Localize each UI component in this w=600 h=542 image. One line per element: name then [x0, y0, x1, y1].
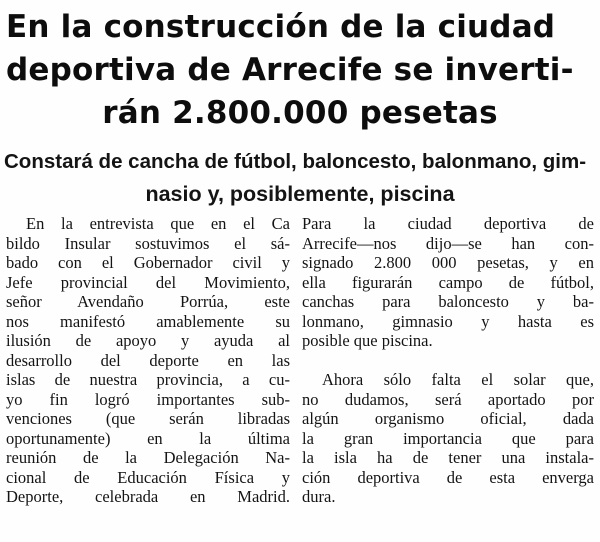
text-line: ella figurarán campo de fútbol,: [302, 272, 594, 292]
text-line: oportunamente) en la última: [6, 428, 290, 448]
text-line: Para la ciudad deportiva de: [302, 214, 594, 233]
text-line: En la entrevista que en el Ca: [26, 214, 290, 233]
text-line: algún organismo oficial, dada: [302, 409, 594, 428]
headline-line: deportiva de Arrecife se inverti-: [6, 52, 574, 88]
text-line: no dudamos, será aportado por: [302, 389, 594, 409]
text-line: desarrollo del deporte en las: [6, 350, 290, 370]
right-text-column: [302, 214, 594, 507]
text-line: ilusión de apoyo y ayuda al: [6, 331, 290, 350]
text-line: ción deportiva de esta enverga: [302, 467, 594, 487]
text-line: nos manifestó amablemente su: [6, 311, 290, 331]
subheadline-line: nasio y, posiblemente, piscina: [145, 182, 455, 206]
text-line: canchas para baloncesto y ba-: [302, 292, 594, 311]
article-subheadline: [4, 145, 596, 211]
text-line: señor Avendaño Porrúa, este: [6, 292, 290, 311]
headline-line: rán 2.800.000 pesetas: [102, 95, 498, 131]
paragraph-gap: [302, 351, 594, 371]
text-line: cional de Educación Física y: [6, 467, 290, 487]
text-line: Ahora sólo falta el solar que,: [322, 370, 594, 389]
text-line: Jefe provincial del Movimiento,: [6, 272, 290, 292]
text-line: Deporte, celebrada en Madrid.: [6, 487, 290, 506]
text-line: reunión de la Delegación Na-: [6, 448, 290, 467]
text-line: posible que piscina.: [302, 331, 433, 350]
subheadline-line: Constará de cancha de fútbol, baloncesto, balonmano, gim-: [4, 150, 587, 173]
text-line: la isla ha de tener una instala-: [302, 448, 594, 467]
headline-line: En la construcción de la ciudad: [6, 9, 556, 45]
text-line: islas de nuestra provincia, a cu-: [6, 370, 290, 389]
left-text-column: [6, 214, 290, 507]
text-line: signado 2.800 000 pesetas, y en: [302, 253, 594, 272]
text-line: lonmano, gimnasio y hasta es: [302, 311, 594, 331]
text-line: la gran importancia que para: [302, 428, 594, 448]
text-line: yo fin logró importantes sub-: [6, 389, 290, 409]
text-line: Arrecife—nos dijo—se han con-: [302, 233, 594, 253]
text-line: bildo Insular sostuvimos el sá-: [6, 233, 290, 253]
text-line: bado con el Gobernador civil y: [6, 253, 290, 272]
text-line: dura.: [302, 487, 336, 506]
text-line: venciones (que serán libradas: [6, 409, 290, 428]
article-headline: [6, 6, 594, 135]
